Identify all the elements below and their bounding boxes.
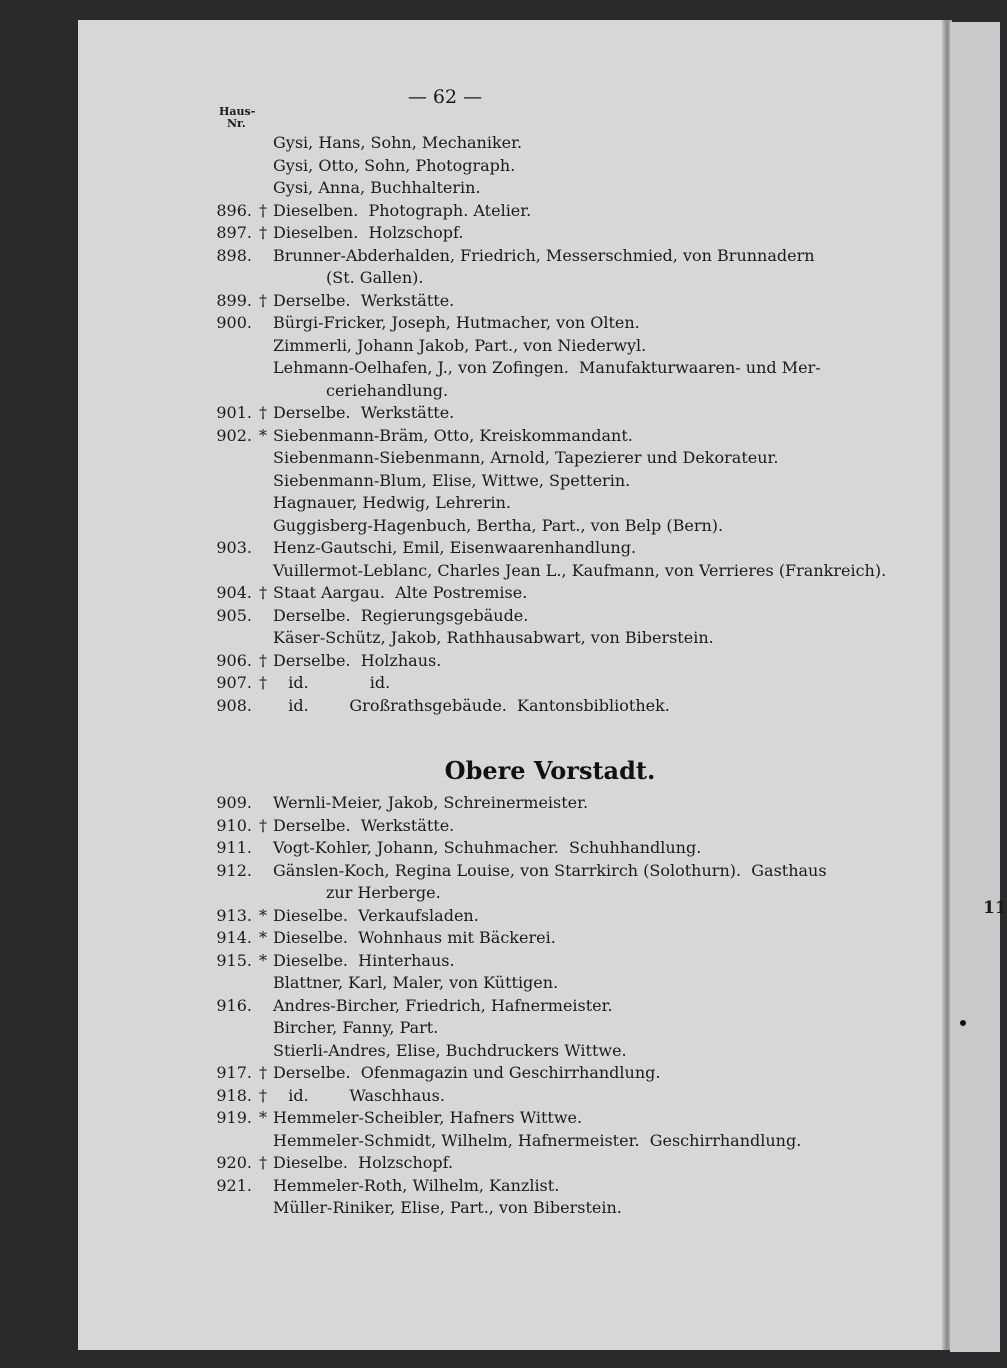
house-number: 896. [216,200,252,220]
house-number: 921. [216,1175,252,1195]
entry-mark: † [259,650,267,670]
entry-text: Guggisberg-Hagenbuch, Bertha, Part., von Belp (Bern). [273,515,724,535]
entry-text: Wernli-Meier, Jakob, Schreinermeister. [273,793,589,812]
entry-text: Dieselbe. Verkaufsladen. [273,905,479,925]
house-number: 899. [216,290,252,310]
entry-mark: † [259,815,267,835]
entry-row [0,605,1000,627]
house-number: 903. [216,538,252,557]
entry-row [0,860,1000,882]
entry-mark: † [259,583,267,602]
entry-text: id. id. [273,673,391,692]
entry-row [0,267,1000,289]
house-number: 904. [216,583,252,602]
entry-text: Siebenmann-Blum, Elise, Wittwe, Spetterin. [273,470,631,490]
entry-row [0,155,1000,177]
house-number: 908. [216,695,252,715]
entry-row [0,492,1000,514]
house-number: 909. [216,793,252,812]
house-number: 898. [216,245,252,265]
entry-text: Bürgi-Fricker, Joseph, Hutmacher, von Olten. [273,313,640,332]
entry-text: Hagnauer, Hedwig, Lehrerin. [273,493,511,512]
entry-text: Stierli-Andres, Elise, Buchdruckers Wittwe. [273,1040,627,1060]
house-number: 914. [216,928,252,947]
entry-text: Gysi, Otto, Sohn, Photograph. [273,155,516,175]
entry-text: id. Waschhaus. [273,1085,445,1105]
house-number: 897. [216,223,252,242]
entry-text: Hemmeler-Scheibler, Hafners Wittwe. [273,1108,583,1127]
entry-text: (St. Gallen). [326,268,424,287]
entry-text: Blattner, Karl, Maler, von Küttigen. [273,973,559,992]
entry-row [0,837,1000,859]
entry-row [0,950,1000,972]
house-number: 911. [216,838,252,857]
entry-mark: * [259,905,267,925]
entry-row [0,290,1000,312]
next-page-number: 11 [983,898,1007,918]
entry-mark: * [259,928,267,947]
house-number: 915. [216,950,252,970]
entry-text: Derselbe. Ofenmagazin und Geschirrhandlung. [273,1063,661,1082]
entry-text: zur Herberge. [326,883,441,902]
house-number: 917. [216,1063,252,1082]
entry-row [0,905,1000,927]
entry-row [0,357,1000,379]
entry-mark: † [259,1085,267,1105]
entry-text: Gänslen-Koch, Regina Louise, von Starrkirch (Solothurn). Gasthaus [273,860,827,880]
entry-row [0,927,1000,949]
house-number: 907. [216,673,252,692]
entry-row [0,515,1000,537]
entry-row [0,560,1000,582]
entry-row [0,1040,1000,1062]
entry-row [0,1175,1000,1197]
entry-text: Lehmann-Oelhafen, J., von Zofingen. Manufakturwaaren- und Mer- [273,358,821,377]
entry-row [0,537,1000,559]
entry-mark: † [259,403,267,422]
entry-row [0,335,1000,357]
house-number: 901. [216,403,252,422]
entry-row [0,1085,1000,1107]
entry-text: Derselbe. Werkstätte. [273,815,455,835]
entry-text: Vuillermot-Leblanc, Charles Jean L., Kaufmann, von Verrieres (Frankreich). [273,560,887,580]
entry-text: Derselbe. Werkstätte. [273,403,455,422]
entry-text: Gysi, Anna, Buchhalterin. [273,178,481,197]
entry-text: Derselbe. Werkstätte. [273,290,455,310]
entry-text: ceriehandlung. [326,380,449,400]
entry-mark: † [259,200,267,220]
house-number: 900. [216,313,252,332]
house-number: 905. [216,605,252,625]
entry-row [0,672,1000,694]
entry-row [0,1107,1000,1129]
entry-mark: † [259,1153,267,1172]
entry-row [0,995,1000,1017]
entry-row [0,882,1000,904]
entry-row [0,470,1000,492]
entry-row [0,245,1000,267]
entry-row [0,447,1000,469]
entry-row [0,627,1000,649]
entry-row [0,402,1000,424]
house-number: 902. [216,425,252,445]
entry-row [0,792,1000,814]
entry-mark: * [259,425,267,445]
entry-text: Henz-Gautschi, Emil, Eisenwaarenhandlung. [273,538,637,557]
entry-text: Müller-Riniker, Elise, Part., von Biberstein. [273,1198,622,1217]
house-number: 910. [216,815,252,835]
entry-text: Derselbe. Holzhaus. [273,650,442,670]
entry-text: Dieselbe. Wohnhaus mit Bäckerei. [273,928,556,947]
entry-row [0,222,1000,244]
entry-row [0,1062,1000,1084]
entry-text: Hemmeler-Schmidt, Wilhelm, Hafnermeister. Geschirrhandlung. [273,1130,802,1150]
entry-text: Bircher, Fanny, Part. [273,1018,439,1037]
entry-text: Dieselbe. Hinterhaus. [273,950,455,970]
entry-row [0,815,1000,837]
house-number: 912. [216,860,252,880]
entry-text: Siebenmann-Bräm, Otto, Kreiskommandant. [273,425,633,445]
entry-mark: † [259,290,267,310]
entry-mark: † [259,673,267,692]
entry-text: Andres-Bircher, Friedrich, Hafnermeister. [273,995,613,1015]
house-number: 920. [216,1153,252,1172]
entry-text: Brunner-Abderhalden, Friedrich, Messerschmied, von Brunnadern [273,245,815,265]
house-number: 906. [216,650,252,670]
entry-row [0,132,1000,154]
entry-text: Dieselben. Holzschopf. [273,223,464,242]
entry-row [0,695,1000,717]
house-number: 913. [216,905,252,925]
entry-row [0,177,1000,199]
entry-text: Dieselbe. Holzschopf. [273,1153,454,1172]
entry-row [0,1130,1000,1152]
entry-row [0,972,1000,994]
column-header: Haus- Nr. [219,105,256,130]
entry-row [0,312,1000,334]
entry-text: Käser-Schütz, Jakob, Rathhausabwart, von Biberstein. [273,628,714,647]
entry-row [0,1152,1000,1174]
entry-text: Zimmerli, Johann Jakob, Part., von Niederwyl. [273,335,647,355]
entry-row [0,200,1000,222]
entry-row [0,380,1000,402]
entry-text: id. Großrathsgebäude. Kantonsbibliothek. [273,695,670,715]
entry-text: Gysi, Hans, Sohn, Mechaniker. [273,133,523,152]
house-number: 916. [216,995,252,1015]
page-number: — 62 — [407,86,483,108]
house-number: 918. [216,1085,252,1105]
entry-mark: † [259,223,267,242]
entry-text: Hemmeler-Roth, Wilhelm, Kanzlist. [273,1175,560,1195]
entry-text: Vogt-Kohler, Johann, Schuhmacher. Schuhhandlung. [273,838,702,857]
entry-text: Dieselben. Photograph. Atelier. [273,200,532,220]
entry-row [0,1017,1000,1039]
entry-row [0,1197,1000,1219]
entry-mark: * [259,1108,267,1127]
entry-text: Siebenmann-Siebenmann, Arnold, Tapezierer und Dekorateur. [273,448,779,467]
house-number: 919. [216,1108,252,1127]
entry-text: Derselbe. Regierungsgebäude. [273,605,529,625]
entry-row [0,582,1000,604]
entry-text: Staat Aargau. Alte Postremise. [273,583,528,602]
entry-row [0,650,1000,672]
section-heading: Obere Vorstadt. [444,756,656,785]
entry-row [0,425,1000,447]
entry-mark: * [259,950,267,970]
entry-mark: † [259,1063,267,1082]
